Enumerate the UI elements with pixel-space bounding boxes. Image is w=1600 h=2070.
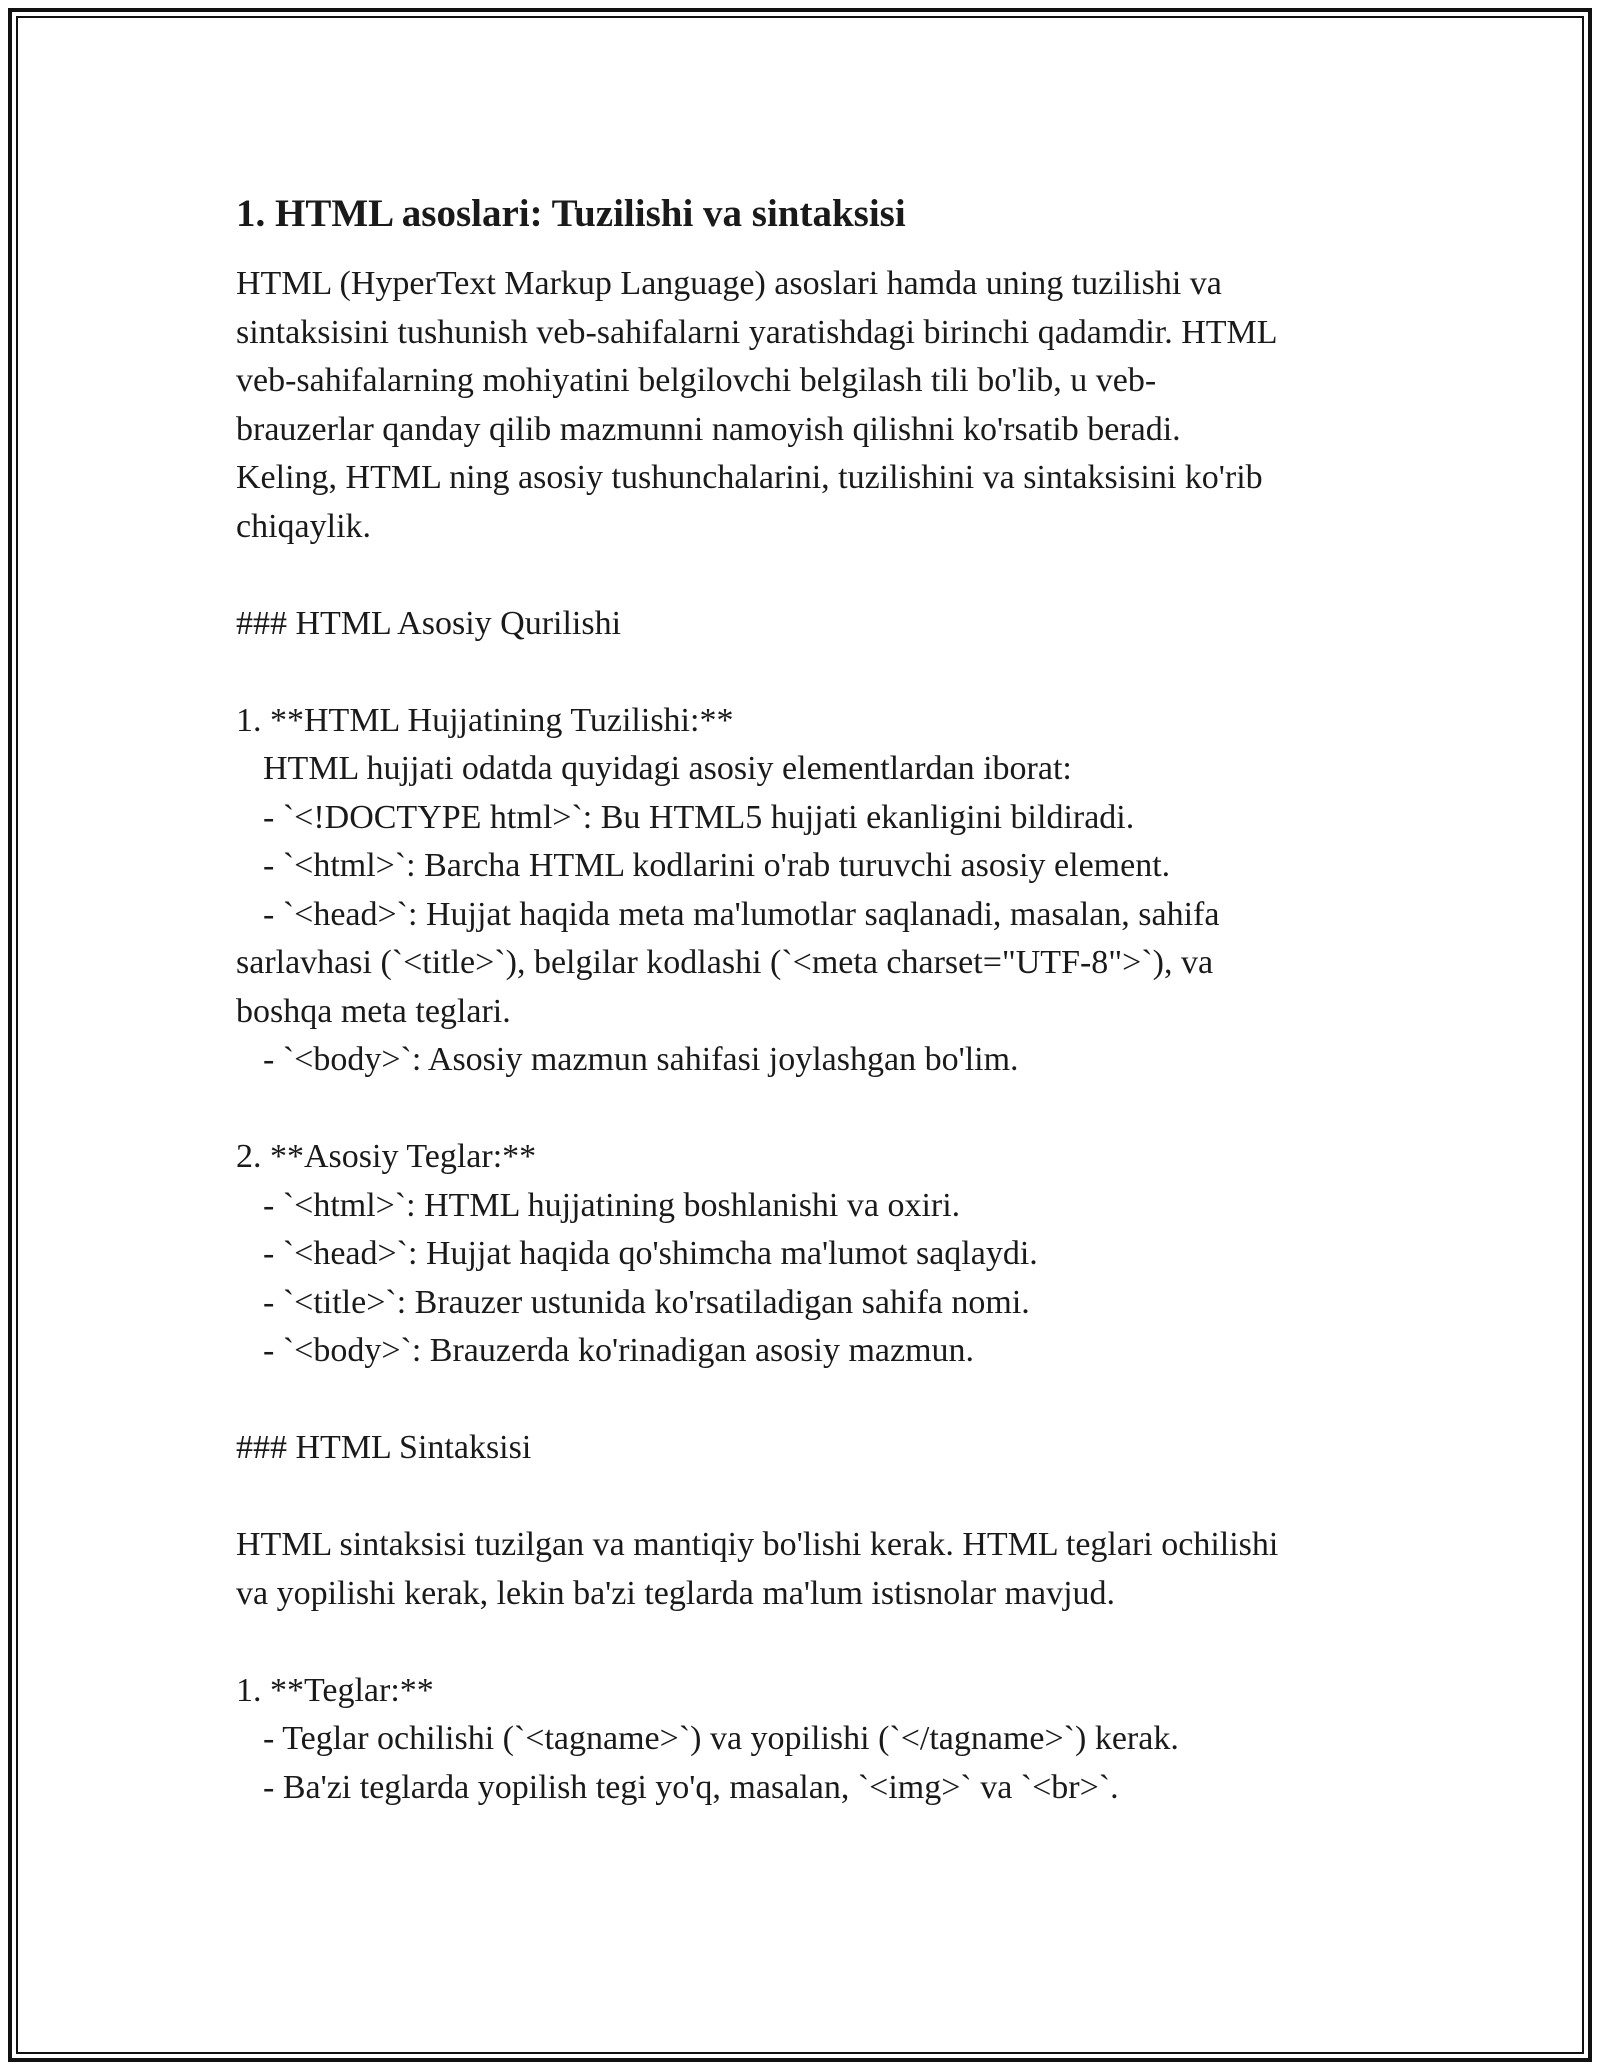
list-item-document-structure [236,697,1386,1085]
intro-line: Keling, HTML ning asosiy tushunchalarini, tuzilishini va sintaksisini ko'rib [236,459,1263,496]
section-heading-structure: ### HTML Asosiy Qurilishi [236,604,622,642]
bullet-open-close: - Teglar ochilishi (`<tagname>`) va yopilishi (`</tagname>`) kerak. [263,1720,1179,1757]
syntax-line: HTML sintaksisi tuzilgan va mantiqiy bo'lishi kerak. HTML teglari ochilishi [236,1526,1279,1563]
list-item-tags [236,1667,1386,1813]
blank-line [236,1085,1386,1134]
bullet-head-continued: sarlavhasi (`<title>`), belgilar kodlashi (`<meta charset="UTF-8">`), va [236,944,1214,981]
bullet-body: - `<body>`: Brauzerda ko'rinadigan asosiy mazmun. [263,1332,975,1369]
bullet-body: - `<body>`: Asosiy mazmun sahifasi joylashgan bo'lim. [263,1041,1019,1078]
blank-line [236,1618,1386,1667]
section-heading-syntax: ### HTML Sintaksisi [236,1429,532,1466]
blank-line [236,551,1386,600]
bullet-head-continued: boshqa meta teglari. [236,992,511,1030]
list-item-title: 2. **Asosiy Teglar:** [236,1138,537,1175]
blank-line [236,1376,1386,1425]
syntax-line: va yopilishi kerak, lekin ba'zi teglarda ma'lum istisnolar mavjud. [236,1574,1116,1612]
intro-line: HTML (HyperText Markup Language) asoslari hamda uning tuzilishi va [236,265,1222,302]
list-item-title: 1. **HTML Hujjatining Tuzilishi:** [236,701,734,739]
bullet-head: - `<head>`: Hujjat haqida qo'shimcha ma'lumot saqlaydi. [263,1235,1038,1272]
list-item-title: 1. **Teglar:** [236,1671,434,1709]
intro-line: sintaksisini tushunish veb-sahifalarni yaratishdagi birinchi qadamdir. HTML [236,313,1278,351]
bullet-title: - `<title>`: Brauzer ustunida ko'rsatiladigan sahifa nomi. [263,1283,1030,1321]
intro-line: chiqaylik. [236,507,372,545]
bullet-head: - `<head>`: Hujjat haqida meta ma'lumotlar saqlanadi, masalan, sahifa [263,895,1220,933]
intro-line: veb-sahifalarning mohiyatini belgilovchi belgilash tili bo'lib, u veb- [236,362,1157,399]
intro-paragraph [236,260,1386,551]
bullet-doctype: - `<!DOCTYPE html>`: Bu HTML5 hujjati ekanligini bildiradi. [263,798,1135,836]
bullet-void-tags: - Ba'zi teglarda yopilish tegi yo'q, masalan, `<img>` va `<br>`. [263,1768,1119,1806]
blank-line [236,648,1386,697]
document-body [236,190,1386,1812]
intro-line: brauzerlar qanday qilib mazmunni namoyish qilishni ko'rsatib beradi. [236,410,1181,448]
bullet-html: - `<html>`: HTML hujjatining boshlanishi va oxiri. [263,1186,961,1224]
bullet-html: - `<html>`: Barcha HTML kodlarini o'rab turuvchi asosiy element. [263,847,1171,884]
blank-line [236,1473,1386,1522]
list-item-description: HTML hujjati odatda quyidagi asosiy elementlardan iborat: [263,750,1072,787]
syntax-paragraph [236,1521,1386,1618]
document-title: 1. HTML asoslari: Tuzilishi va sintaksisi [236,192,906,235]
list-item-basic-tags [236,1133,1386,1376]
